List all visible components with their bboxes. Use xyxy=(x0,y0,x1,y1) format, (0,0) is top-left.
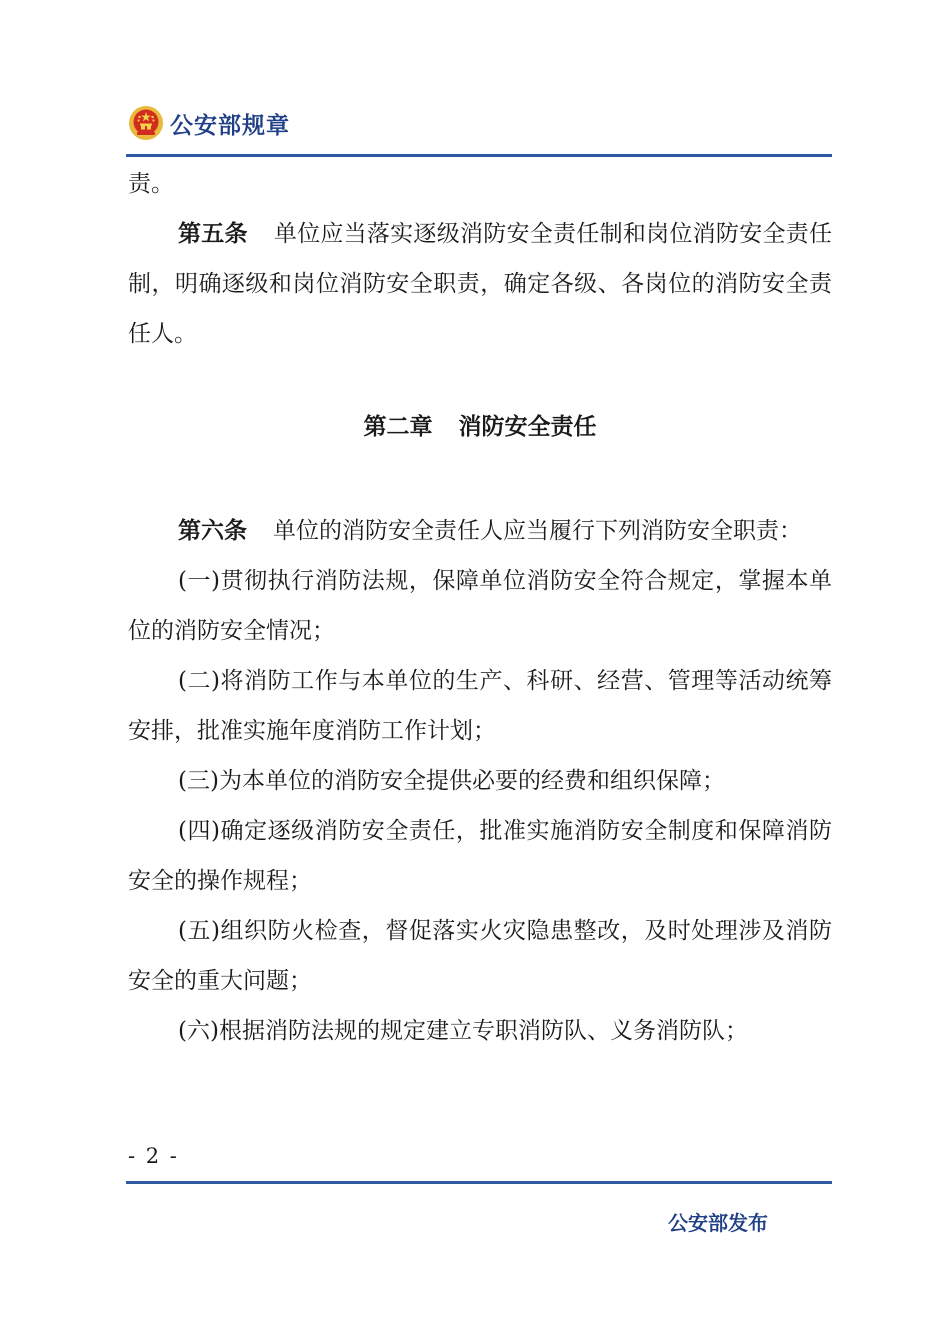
article-block-top xyxy=(128,159,832,359)
publisher-label: 公安部发布 xyxy=(668,1211,768,1235)
chapter-heading xyxy=(128,408,832,441)
article-label: 第六条 xyxy=(178,518,247,544)
article-text: 单位应当落实逐级消防安全责任制和岗位消防安全责任制，明确逐级和岗位消防安全职责，确定各级、各岗位的消防安全责任人。 xyxy=(128,221,833,347)
list-item: (五)组织防火检查，督促落实火灾隐患整改，及时处理涉及消防安全的重大问题； xyxy=(128,918,832,994)
list-item: (六)根据消防法规的规定建立专职消防队、义务消防队； xyxy=(178,1018,748,1044)
article-label: 第五条 xyxy=(178,221,248,247)
list-item: (一)贯彻执行消防法规，保障单位消防安全符合规定，掌握本单位的消防安全情况； xyxy=(128,568,832,644)
page-number: - 2 - xyxy=(128,1144,179,1168)
list-item: (四)确定逐级消防安全责任，批准实施消防安全制度和保障消防安全的操作规程； xyxy=(128,818,832,894)
header-divider xyxy=(126,154,832,157)
list-item: (二)将消防工作与本单位的生产、科研、经营、管理等活动统筹安排，批准实施年度消防工作计划； xyxy=(128,668,832,744)
header-title: 公安部规章 xyxy=(170,112,290,139)
national-emblem-icon xyxy=(128,105,164,141)
document-header xyxy=(128,100,290,146)
article-5 xyxy=(128,209,832,359)
article-text: 单位的消防安全责任人应当履行下列消防安全职责： xyxy=(273,518,802,544)
list-item: (三)为本单位的消防安全提供必要的经费和组织保障； xyxy=(178,768,725,794)
chapter-title: 消防安全责任 xyxy=(458,414,597,440)
article-6 xyxy=(128,506,832,556)
chapter-number: 第二章 xyxy=(363,414,433,440)
footer-divider xyxy=(126,1181,832,1184)
article-block-6 xyxy=(128,506,832,1056)
continuation-text: 责。 xyxy=(128,171,174,197)
